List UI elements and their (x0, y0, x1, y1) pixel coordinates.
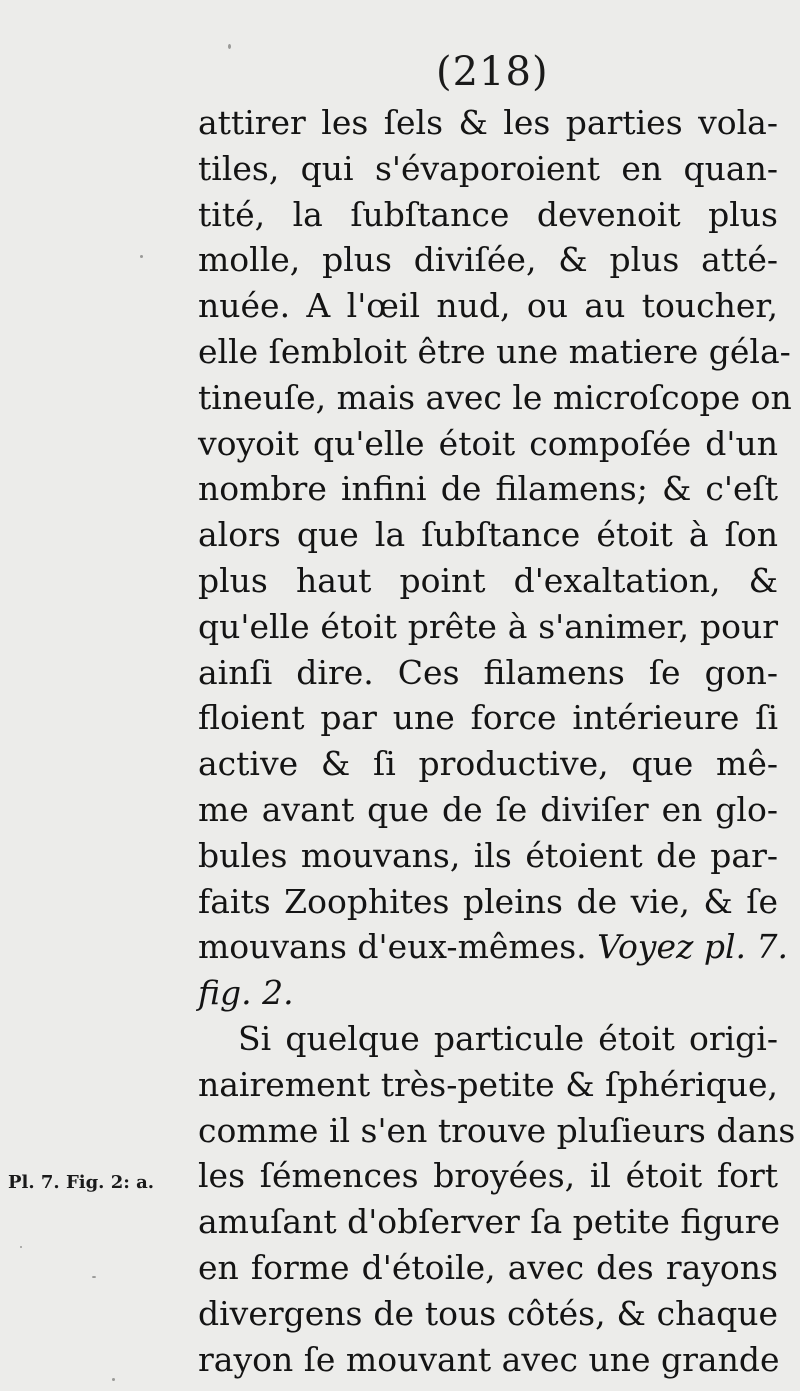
text-line: faits Zoophites pleins de vie, & ſe (198, 881, 778, 921)
paper-speck (228, 44, 231, 49)
text-line: en forme d'étoile, avec des rayons (198, 1247, 778, 1287)
paper-speck (20, 1246, 22, 1248)
text-line: elle ſembloit être une matiere géla- (198, 331, 791, 371)
margin-note: Pl. 7. Fig. 2: a. (8, 1172, 155, 1193)
text-line: comme il s'en trouve pluſieurs dans (198, 1110, 796, 1150)
body-text (198, 100, 796, 1382)
text-line: me avant que de ſe diviſer en glo- (198, 789, 778, 829)
text-line: bules mouvans, ils étoient de par- (198, 835, 778, 875)
text-line: voyoit qu'elle étoit compoſée d'un (198, 423, 778, 463)
text-line (198, 924, 789, 970)
text-line: tité, la ſubſtance devenoit plus (198, 194, 778, 234)
text-line: rayon ſe mouvant avec une grande (198, 1339, 780, 1379)
text-line: nuée. A l'œil nud, ou au toucher, (198, 286, 778, 326)
text-line: nairement très-petite & ſphérique, (198, 1064, 778, 1104)
paper-speck (112, 1378, 115, 1381)
text-line: attirer les ſels & les parties vola- (198, 103, 778, 142)
text-line: amuſant d'obſerver ſa petite figure (198, 1202, 781, 1242)
page-number: (218) (436, 49, 549, 95)
text-line: plus haut point d'exaltation, & (198, 560, 778, 600)
text-line: ainſi dire. Ces filamens ſe gon- (198, 652, 778, 692)
text-line (198, 970, 778, 1016)
text-line-main: mouvans d'eux-mêmes. (198, 927, 587, 967)
text-line: tineuſe, mais avec le microſcope on (198, 377, 792, 417)
plate-reference: Voyez pl. 7. (597, 927, 789, 967)
text-line: floient par une force intérieure ſi (198, 698, 778, 738)
text-line: les ſémences broyées, il étoit fort (198, 1156, 778, 1196)
text-line: qu'elle étoit prête à s'animer, pour (198, 606, 778, 646)
paper-speck (140, 255, 143, 258)
text-line: nombre infini de filamens; & c'eſt (198, 469, 778, 509)
figure-reference: fig. 2. (198, 973, 294, 1013)
text-line: active & ſi productive, que mê- (198, 744, 778, 784)
text-line: alors que la ſubſtance étoit à ſon (198, 515, 778, 555)
text-line: molle, plus diviſée, & plus atté- (198, 240, 778, 280)
paper-speck (92, 1276, 96, 1278)
text-line: tiles, qui s'évaporoient en quan- (198, 148, 778, 188)
text-line: divergens de tous côtés, & chaque (198, 1293, 778, 1333)
text-line: Si quelque particule étoit origi- (238, 1018, 778, 1058)
